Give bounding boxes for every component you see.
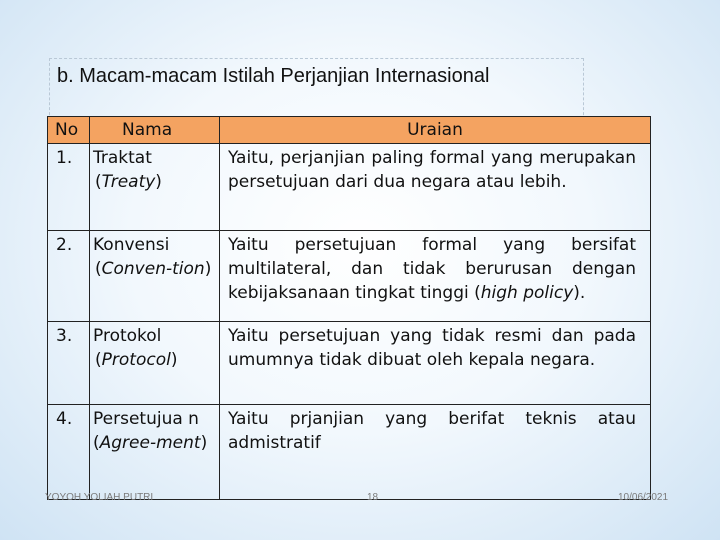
term-name: Persetujua n (Agree-ment) <box>90 405 220 500</box>
term-name-english: (Conven-tion) <box>95 259 212 279</box>
slide-title: b. Macam-macam Istilah Perjanjian Internasional <box>57 65 490 87</box>
table-header-row <box>48 117 651 144</box>
term-name <box>90 322 220 405</box>
header-description: Uraian <box>220 117 651 144</box>
row-number: 2. <box>48 231 90 322</box>
row-number: 1. <box>48 144 90 231</box>
term-name-main: Konvensi <box>93 235 170 255</box>
footer-author: YOYOH YOLIAH PUTRI <box>45 492 154 503</box>
row-number: 4. <box>48 405 90 500</box>
term-name-main: Persetujua n ( <box>93 409 199 453</box>
table-row <box>48 322 651 405</box>
table-row <box>48 144 651 231</box>
terms-table <box>47 116 651 500</box>
term-description: Yaitu persetujuan formal yang bersifat multilateral, dan tidak berurusan dengan kebijaksanaan tingkat tinggi (high policy). <box>220 231 651 322</box>
table-row <box>48 405 651 500</box>
footer-page-number: 18 <box>367 492 379 503</box>
term-name-main: Traktat <box>93 148 152 168</box>
term-description: Yaitu prjanjian yang berifat teknis atau admistratif <box>220 405 651 500</box>
term-description: Yaitu persetujuan yang tidak resmi dan pada umumnya tidak dibuat oleh kepala negara. <box>220 322 651 405</box>
table-row <box>48 231 651 322</box>
term-name-english: (Protocol) <box>95 350 178 370</box>
term-name <box>90 144 220 231</box>
header-no: No <box>48 117 90 144</box>
row-number: 3. <box>48 322 90 405</box>
term-name <box>90 231 220 322</box>
term-name-english: Agree-ment <box>99 433 201 453</box>
header-name: Nama <box>90 117 220 144</box>
term-name-main: Protokol <box>93 326 162 346</box>
term-description: Yaitu, perjanjian paling formal yang merupakan persetujuan dari dua negara atau lebih. <box>220 144 651 231</box>
footer-date: 10/06/2021 <box>618 492 669 503</box>
term-name-english: (Treaty) <box>95 172 162 192</box>
